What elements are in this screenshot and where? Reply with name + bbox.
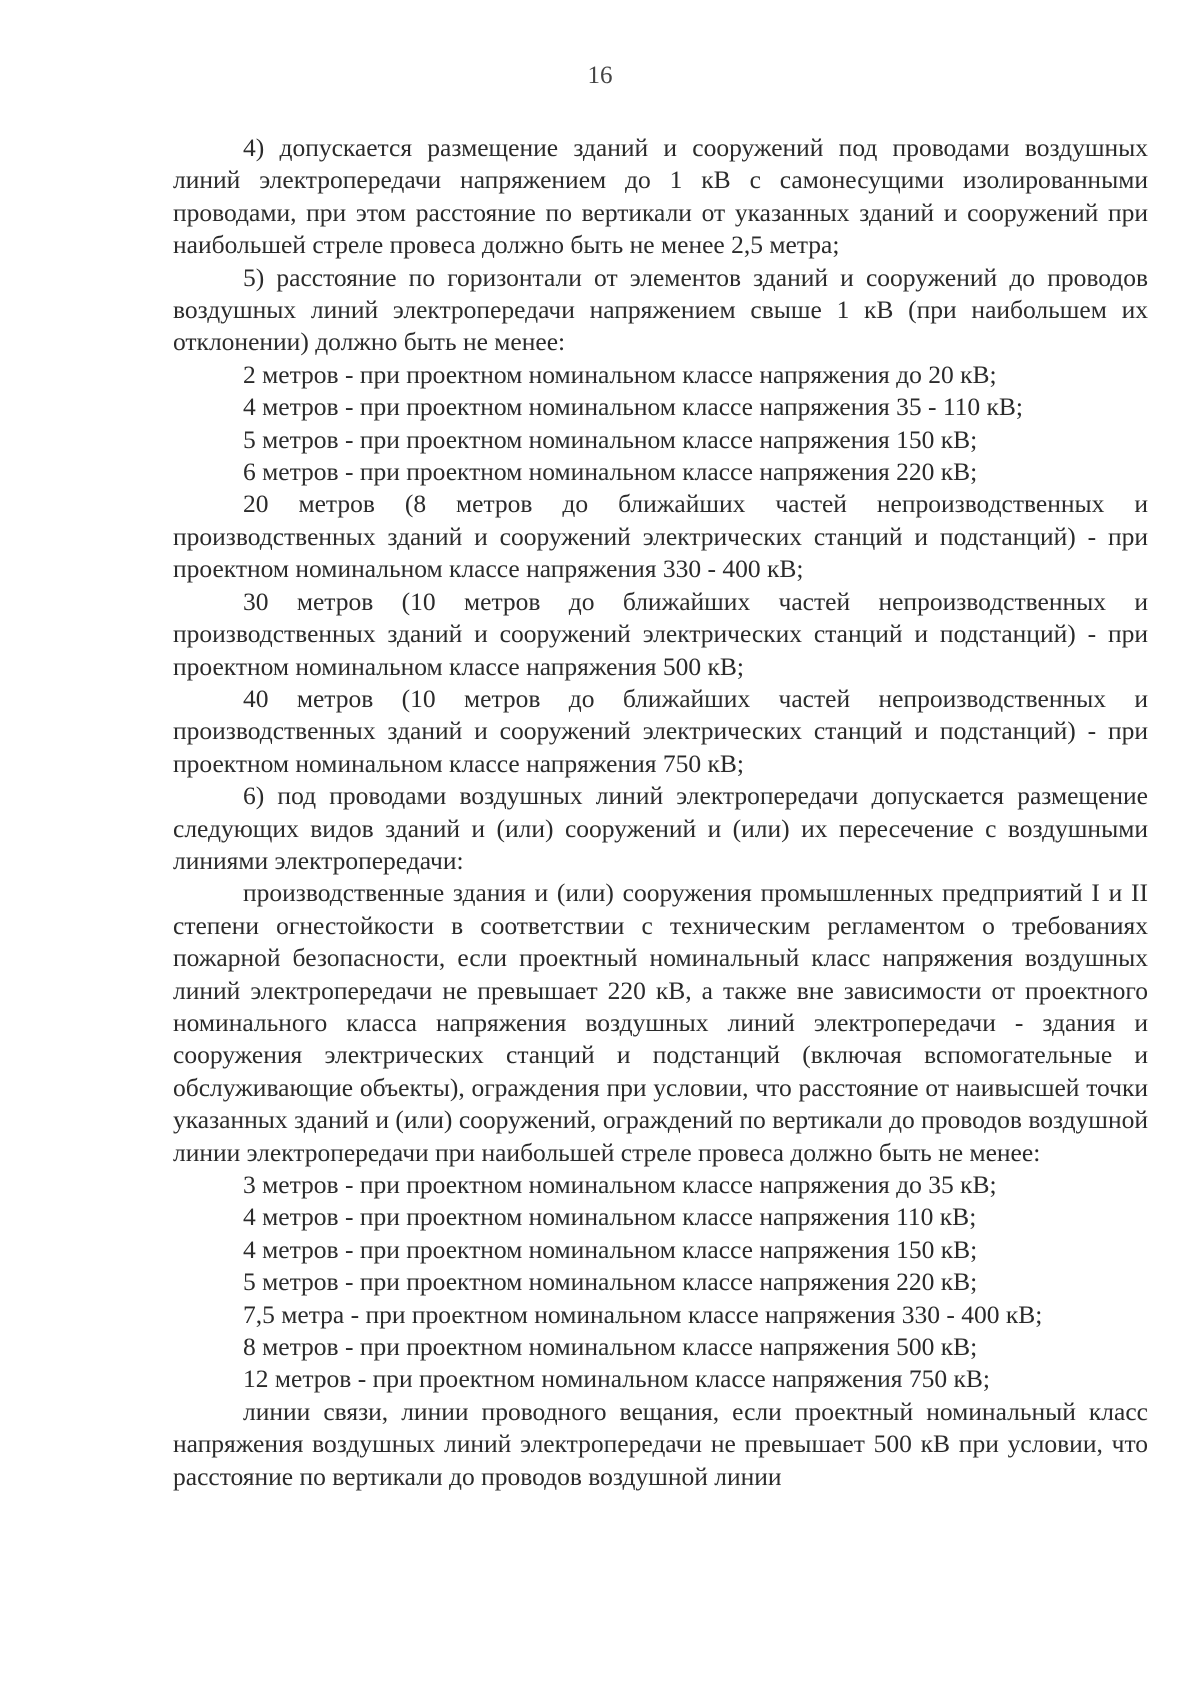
paragraph: линии связи, линии проводного вещания, если проектный номинальный класс напряжения воздушных линий электропередачи не превышает 500 кВ при условии, что расстояние по вертикали до проводов воздушной линии (173, 1396, 1148, 1491)
document-body (173, 132, 1148, 1493)
page-number: 16 (587, 62, 613, 89)
paragraph: 4) допускается размещение зданий и сооружений под проводами воздушных линий электропередачи напряжением до 1 кВ с самонесущими изолированными проводами, при этом расстояние по вертикали от указанных зданий и сооружений при наибольшей стреле провеса должно быть не менее 2,5 метра; (173, 133, 1148, 260)
list-item: 8 метров - при проектном номинальном классе напряжения 500 кВ; (243, 1332, 978, 1362)
paragraph: 40 метров (10 метров до ближайших частей непроизводственных и производственных зданий и сооружений электрических станций и подстанций) - при проектном номинальном классе напряжения 750 кВ; (173, 683, 1148, 778)
list-item: 5 метров - при проектном номинальном классе напряжения 220 кВ; (243, 1267, 978, 1297)
paragraph: 5) расстояние по горизонтали от элементов зданий и сооружений до проводов воздушных линий электропередачи напряжением свыше 1 кВ (при наибольшем их отклонении) должно быть не менее: (173, 262, 1148, 357)
list-item: 7,5 метра - при проектном номинальном классе напряжения 330 - 400 кВ; (243, 1299, 1043, 1329)
list-item: 4 метров - при проектном номинальном классе напряжения 110 кВ; (243, 1202, 977, 1232)
list-item: 12 метров - при проектном номинальном классе напряжения 750 кВ; (243, 1364, 990, 1394)
paragraph: 20 метров (8 метров до ближайших частей непроизводственных и производственных зданий и сооружений электрических станций и подстанций) - при проектном номинальном классе напряжения 330 - 400 кВ; (173, 489, 1148, 584)
list-item: 5 метров - при проектном номинальном классе напряжения 150 кВ; (243, 424, 978, 454)
list-item: 2 метров - при проектном номинальном классе напряжения до 20 кВ; (243, 359, 997, 389)
paragraph: 6) под проводами воздушных линий электропередачи допускается размещение следующих видов зданий и (или) сооружений и (или) их пересечение с воздушными линиями электропередачи: (173, 781, 1148, 875)
paragraph: производственные здания и (или) сооружения промышленных предприятий I и II степени огнестойкости в соответствии с техническим регламентом о требованиях пожарной безопасности, если проектный номинальный класс напряжения воздушных линий электропередачи не превышает 220 кВ, а также вне зависимости от проектного номинального класса напряжения воздушных линий электропередачи - здания и сооружения электрических станций и подстанций (включая вспомогательные и обслуживающие объекты), ограждения при условии, что расстояние от наивысшей точки указанных зданий и (или) сооружений, ограждений по вертикали до проводов воздушной линии электропередачи при наибольшей стреле провеса должно быть не менее: (173, 878, 1148, 1167)
list-item: 4 метров - при проектном номинальном классе напряжения 35 - 110 кВ; (243, 392, 1024, 422)
list-item: 4 метров - при проектном номинальном классе напряжения 150 кВ; (243, 1234, 978, 1264)
list-item: 3 метров - при проектном номинальном классе напряжения до 35 кВ; (243, 1170, 997, 1199)
paragraph: 30 метров (10 метров до ближайших частей непроизводственных и производственных зданий и сооружений электрических станций и подстанций) - при проектном номинальном классе напряжения 500 кВ; (173, 586, 1148, 681)
list-item: 6 метров - при проектном номинальном классе напряжения 220 кВ; (243, 457, 978, 487)
